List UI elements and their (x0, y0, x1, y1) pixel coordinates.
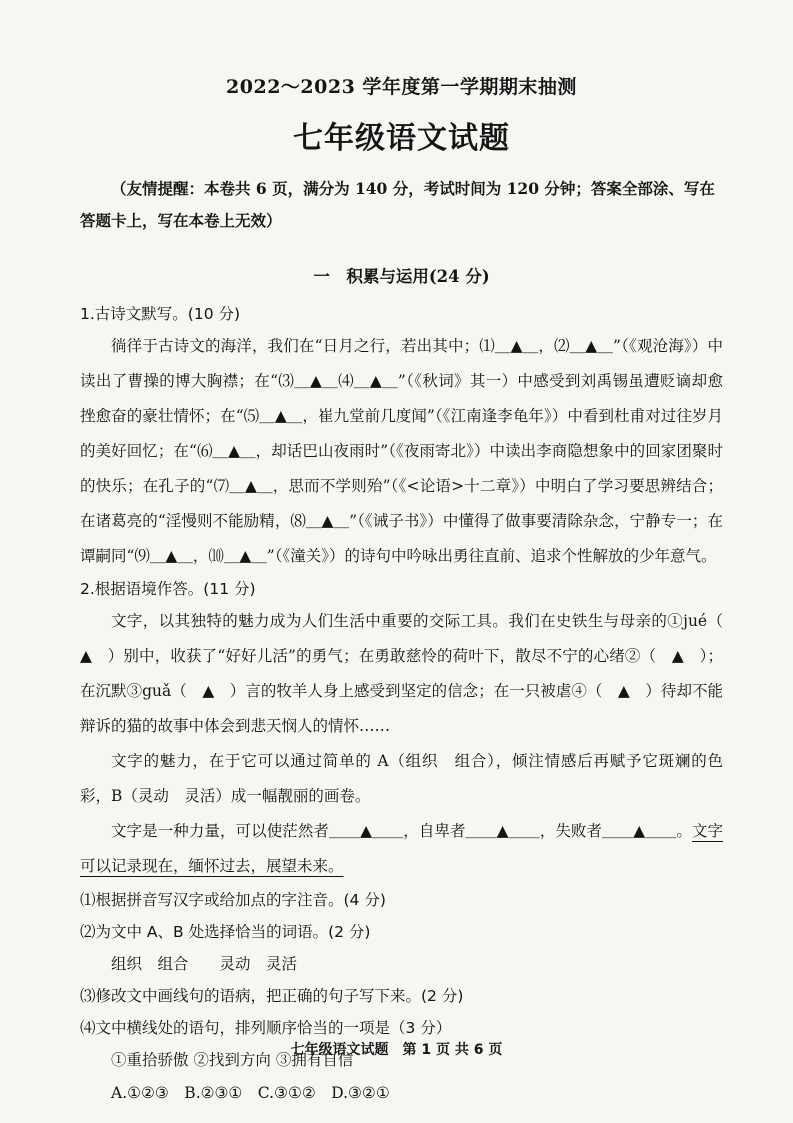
sub-question-3: ⑶修改文中画线句的语病，把正确的句子写下来。(2 分) (80, 987, 464, 1005)
section-title: 一 积累与运用(24 分) (313, 267, 490, 286)
question-1-body: 徜徉于古诗文的海洋，我们在“日月之行，若出其中；⑴＿▲＿，⑵＿▲＿”（《观沧海》）中读出了曹操的博大胸襟；在“⑶＿▲＿⑷＿▲＿”（《秋词》其一）中感受到刘禹锡虽遭贬谪却愈挫愈奋的豪壮情怀；在“⑸＿▲＿，崔九堂前几度闻”（《江南逢李龟年》）中看到杜甫对过往岁月的美好回忆；在“⑹＿▲＿，却话巴山夜雨时”（《夜雨寄北》）中读出李商隐想象中的回家团聚时的快乐；在孔子的“⑺＿▲＿，思而不学则殆”（《<论语>十二章》）中明白了学习要思辨结合；在诸葛亮的“淫慢则不能励精，⑻＿▲＿”（《诫子书》）中懂得了做事要清除杂念，宁静专一；在谭嗣同“⑼＿▲＿，⑽＿▲＿”（《潼关》）的诗句中吟咏出勇往直前、追求个性解放的少年意气。 (80, 337, 723, 565)
sub-question-4: ⑷文中横线处的语句，排列顺序恰当的一项是（3 分） (80, 1019, 452, 1037)
question-2-heading: 2.根据语境作答。(11 分) (80, 580, 256, 598)
exam-header: 2022～2023 学年度第一学期期末抽测 (226, 76, 577, 98)
sub-question-2: ⑵为文中 A、B 处选择恰当的词语。(2 分) (80, 923, 371, 941)
paper-title: 七年级语文试题 (293, 121, 510, 156)
notice-text: （友情提醒：本卷共 6 页，满分为 140 分，考试时间为 120 分钟；答案全部涂、写在答题卡上，写在本卷上无效） (80, 179, 715, 230)
answer-choices: A.①②③ B.②③① C.③①② D.③②① (111, 1084, 390, 1102)
sub-question-1: ⑴根据拼音写汉字或给加点的字注音。(4 分) (80, 891, 386, 909)
underlined-sentence: 文字可以记录现在，缅怀过去，展望未来。 (80, 822, 723, 875)
question-2-paragraph-1: 文字，以其独特的魅力成为人们生活中重要的交际工具。我们在史铁生与母亲的①jué（ ▲ ）别中，收获了“好好儿活”的勇气；在勇敢慈怜的荷叶下，散尽不宁的心绪②（ ▲ ）；在沉默③guǎ（ ▲ ）言的牧羊人身上感受到坚定的信念；在一只被虐④（ ▲ ）待却不能辩诉的猫的故事中体会到悲天悯人的情怀…… (80, 612, 739, 735)
page-footer: 七年级语文试题 第 1 页 共 6 页 (290, 1042, 503, 1058)
question-2-paragraph-3 (80, 814, 723, 884)
question-2-paragraph-2: 文字的魅力，在于它可以通过简单的 A（组织 组合），倾注情感后再赋予它斑斓的色彩，B（灵动 灵活）成一幅靓丽的画卷。 (80, 752, 723, 805)
ordering-items: ①重拾骄傲 ②找到方向 ③拥有自信 (111, 1051, 354, 1069)
word-options: 组织 组合 灵动 灵活 (111, 955, 298, 973)
paragraph-3-text: 文字是一种力量，可以使茫然者＿＿▲＿＿，自卑者＿＿▲＿＿，失败者＿＿▲＿＿。 (111, 822, 692, 840)
question-1-heading: 1.古诗文默写。(10 分) (80, 305, 241, 323)
